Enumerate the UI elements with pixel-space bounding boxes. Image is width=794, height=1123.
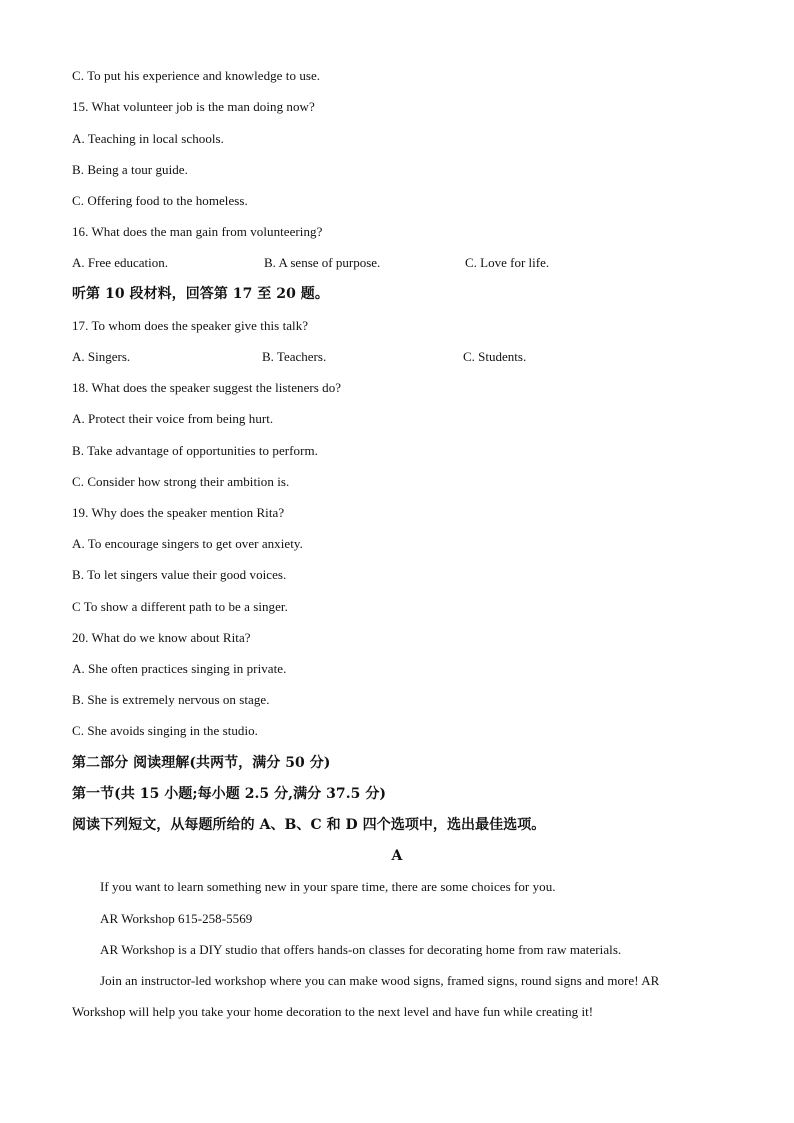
q18-option-a: A. Protect their voice from being hurt.: [72, 411, 274, 426]
q16-option-a: A. Free education.: [72, 255, 169, 270]
passage-paragraph-4-line-1: Join an instructor-led workshop where you can make wood signs, framed signs, round signs and more! AR: [100, 973, 660, 988]
passage-title: A: [391, 848, 403, 864]
q19-option-b: B. To let singers value their good voices.: [72, 567, 287, 582]
q18-option-c: C. Consider how strong their ambition is.: [72, 474, 290, 489]
reading-instruction: 阅读下列短文，从每题所给的 A、B、C 和 D 四个选项中，选出最佳选项。: [72, 817, 546, 833]
q15-option-c: C. Offering food to the homeless.: [72, 193, 248, 208]
q15-option-a: A. Teaching in local schools.: [72, 131, 224, 146]
passage-paragraph-3: AR Workshop is a DIY studio that offers hands-on classes for decorating home from raw materials.: [100, 942, 622, 957]
question-20: 20. What do we know about Rita?: [72, 630, 251, 645]
question-16: 16. What does the man gain from volunteering?: [72, 224, 323, 239]
q17-option-c: C. Students.: [463, 349, 527, 364]
q17-option-a: A. Singers.: [72, 349, 131, 364]
q17-option-b: B. Teachers.: [262, 349, 327, 364]
section-10-heading: 听第 10 段材料，回答第 17 至 20 题。: [72, 286, 329, 302]
q18-option-b: B. Take advantage of opportunities to perform.: [72, 443, 318, 458]
passage-paragraph-4-line-2: Workshop will help you take your home decoration to the next level and have fun while creating it!: [72, 1004, 594, 1019]
passage-paragraph-1: If you want to learn something new in your spare time, there are some choices for you.: [100, 879, 556, 894]
section-1-heading: 第一节(共 15 小题;每小题 2.5 分,满分 37.5 分): [72, 786, 387, 802]
q19-option-a: A. To encourage singers to get over anxiety.: [72, 536, 303, 551]
q19-option-c: C To show a different path to be a singer.: [72, 599, 288, 614]
part-2-heading: 第二部分 阅读理解(共两节，满分 50 分): [72, 755, 331, 771]
question-19: 19. Why does the speaker mention Rita?: [72, 505, 285, 520]
q16-option-b: B. A sense of purpose.: [264, 255, 381, 270]
passage-paragraph-2: AR Workshop 615-258-5569: [100, 911, 253, 926]
q20-option-a: A. She often practices singing in private.: [72, 661, 287, 676]
q16-option-c: C. Love for life.: [465, 255, 550, 270]
q20-option-b: B. She is extremely nervous on stage.: [72, 692, 270, 707]
question-15: 15. What volunteer job is the man doing now?: [72, 99, 315, 114]
q20-option-c: C. She avoids singing in the studio.: [72, 723, 258, 738]
q15-option-b: B. Being a tour guide.: [72, 162, 188, 177]
question-17: 17. To whom does the speaker give this talk?: [72, 318, 309, 333]
q14-option-c: C. To put his experience and knowledge to use.: [72, 68, 321, 83]
question-18: 18. What does the speaker suggest the listeners do?: [72, 380, 342, 395]
